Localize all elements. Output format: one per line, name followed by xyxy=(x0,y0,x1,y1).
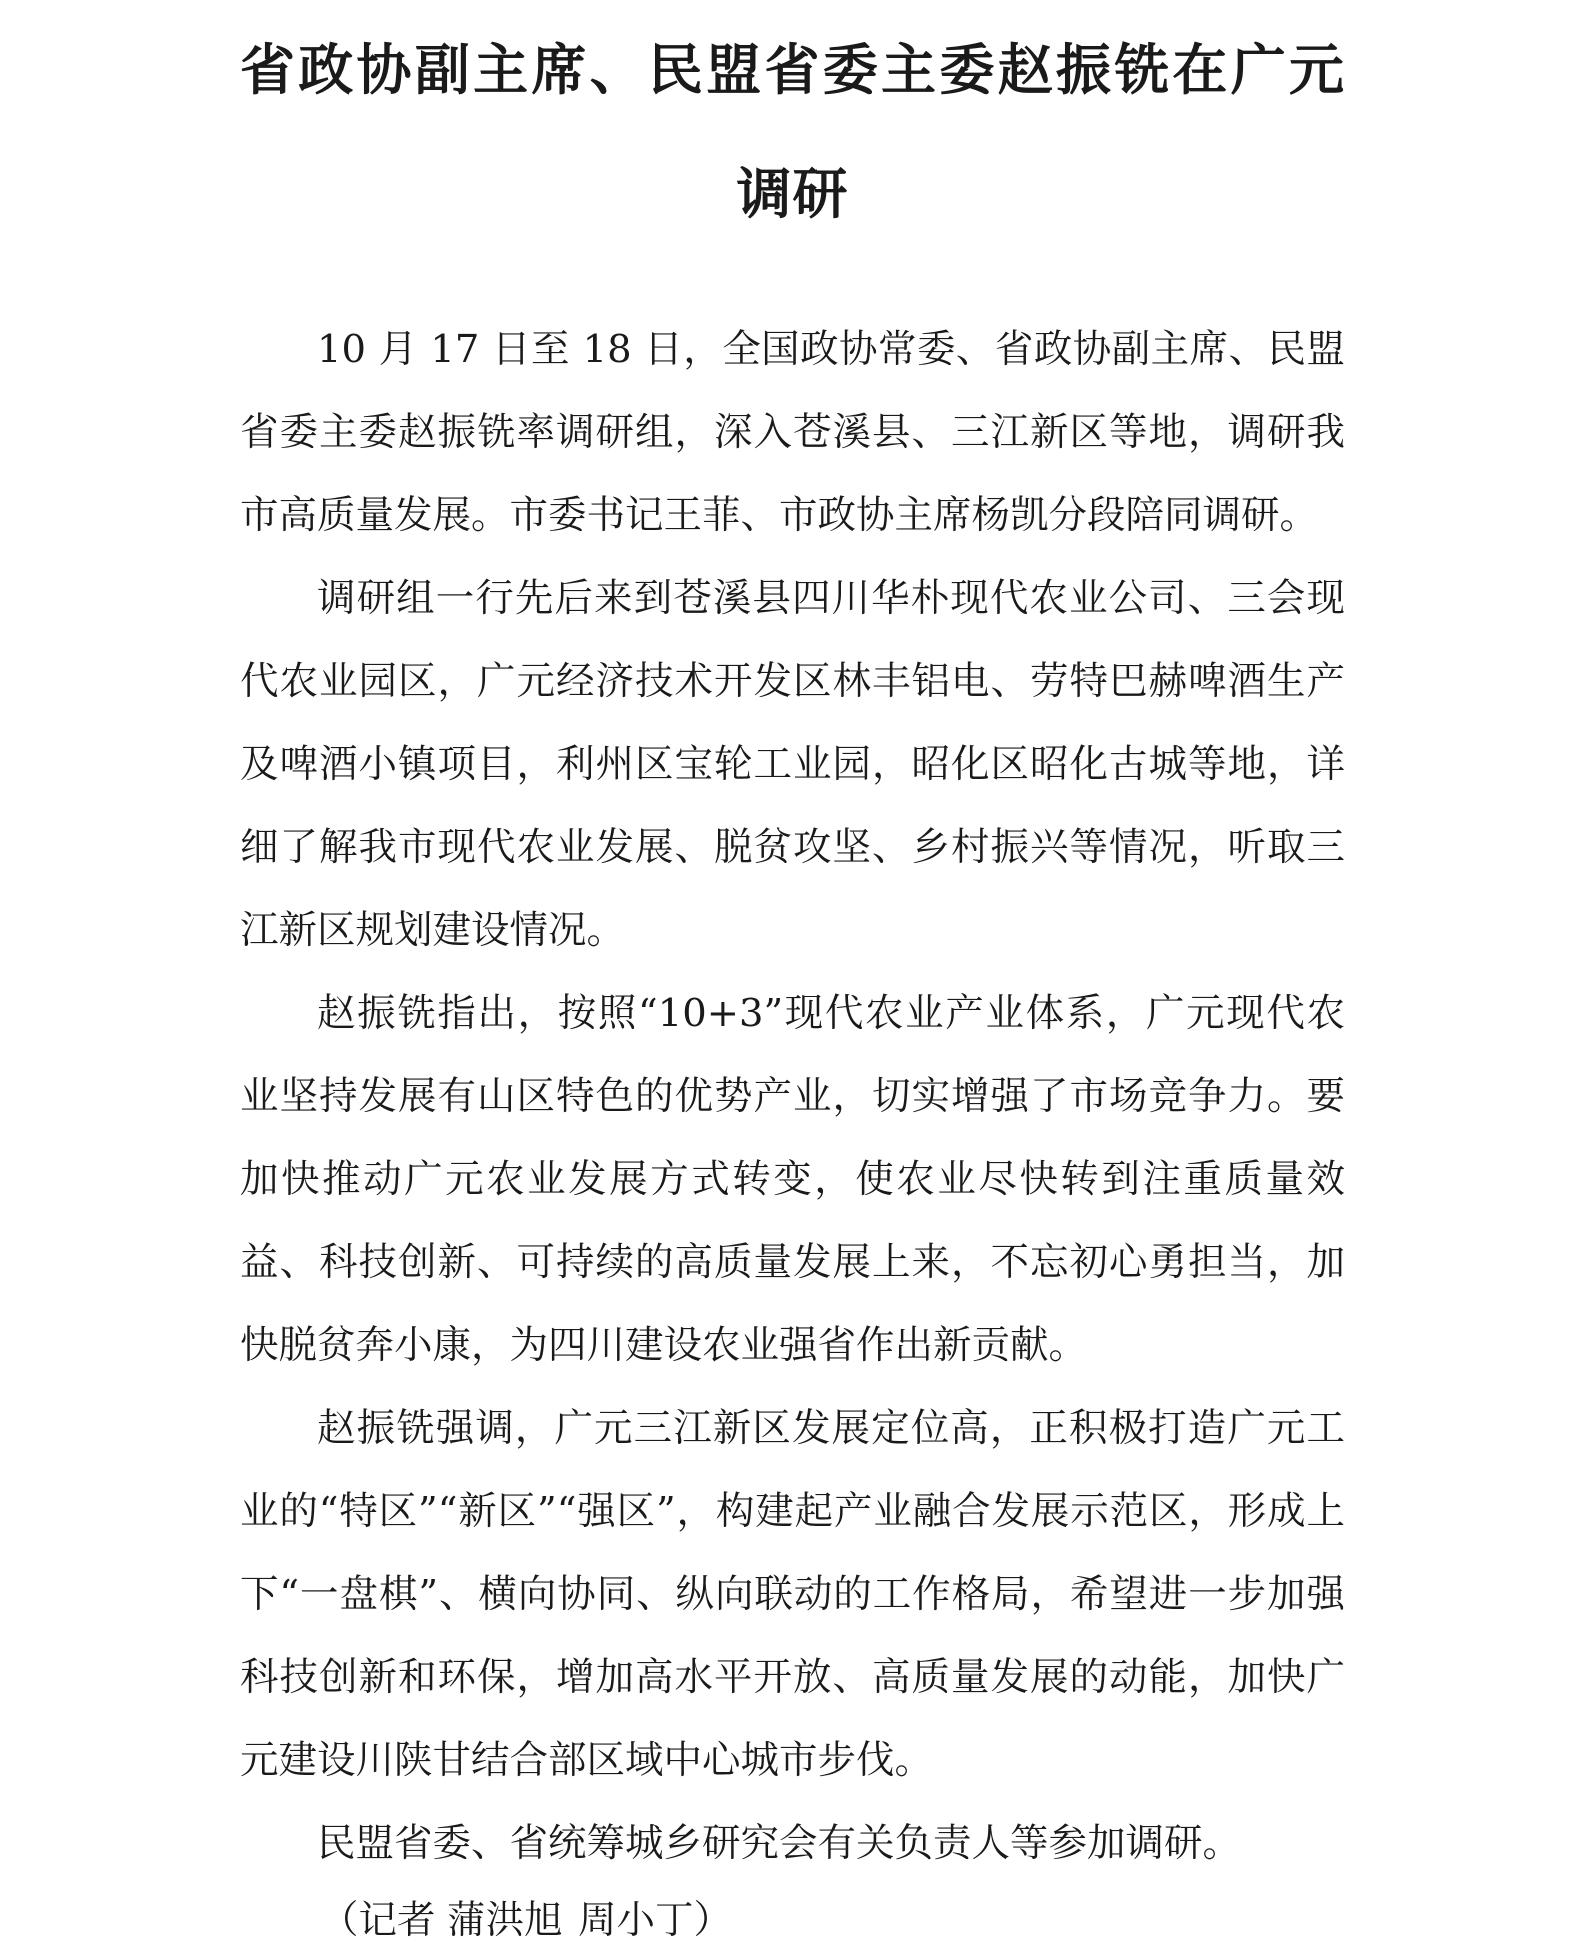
byline-close-paren: ） xyxy=(693,1898,733,1943)
paragraph-1: 10 月 17 日至 18 日，全国政协常委、省政协副主席、民盟省委主委赵振铣率调研组，深入苍溪县、三江新区等地，调研我市高质量发展。市委书记王菲、市政协主席杨凯分段陪同调研。 xyxy=(240,327,1345,538)
article-body xyxy=(240,308,1345,1957)
paragraph-5: 民盟省委、省统筹城乡研究会有关负责人等参加调研。 xyxy=(317,1821,1242,1866)
paragraph-2: 调研组一行先后来到苍溪县四川华朴现代农业公司、三会现代农业园区，广元经济技术开发区林丰铝电、劳特巴赫啤酒生产及啤酒小镇项目，利州区宝轮工业园，昭化区昭化古城等地，详细了解我市现代农业发展、脱贫攻坚、乡村振兴等情况，听取三江新区规划建设情况。 xyxy=(240,576,1345,953)
paragraph-4: 赵振铣强调，广元三江新区发展定位高，正积极打造广元工业的“特区”“新区”“强区”，构建起产业融合发展示范区，形成上下“一盘棋”、横向协同、纵向联动的工作格局，希望进一步加强科技创新和环保，增加高水平开放、高质量发展的动能，加快广元建设川陕甘结合部区域中心城市步伐。 xyxy=(240,1406,1345,1783)
reporter-name: 蒲洪旭 xyxy=(447,1898,563,1943)
byline-label: 记者 xyxy=(358,1898,436,1943)
byline-open-paren: （ xyxy=(320,1898,359,1943)
reporter-byline xyxy=(240,1885,1345,1957)
paragraph-3: 赵振铣指出，按照“10+3”现代农业产业体系，广元现代农业坚持发展有山区特色的优势产业，切实增强了市场竞争力。要加快推动广元农业发展方式转变，使农业尽快转到注重质量效益、科技创新、可持续的高质量发展上来，不忘初心勇担当，加快脱贫奔小康，为四川建设农业强省作出新贡献。 xyxy=(240,991,1345,1368)
article-page xyxy=(240,0,1345,1943)
article-title: 省政协副主席、民盟省委主委赵振铣在广元调研 xyxy=(240,37,1345,226)
reporter-name: 周小丁 xyxy=(577,1898,694,1943)
